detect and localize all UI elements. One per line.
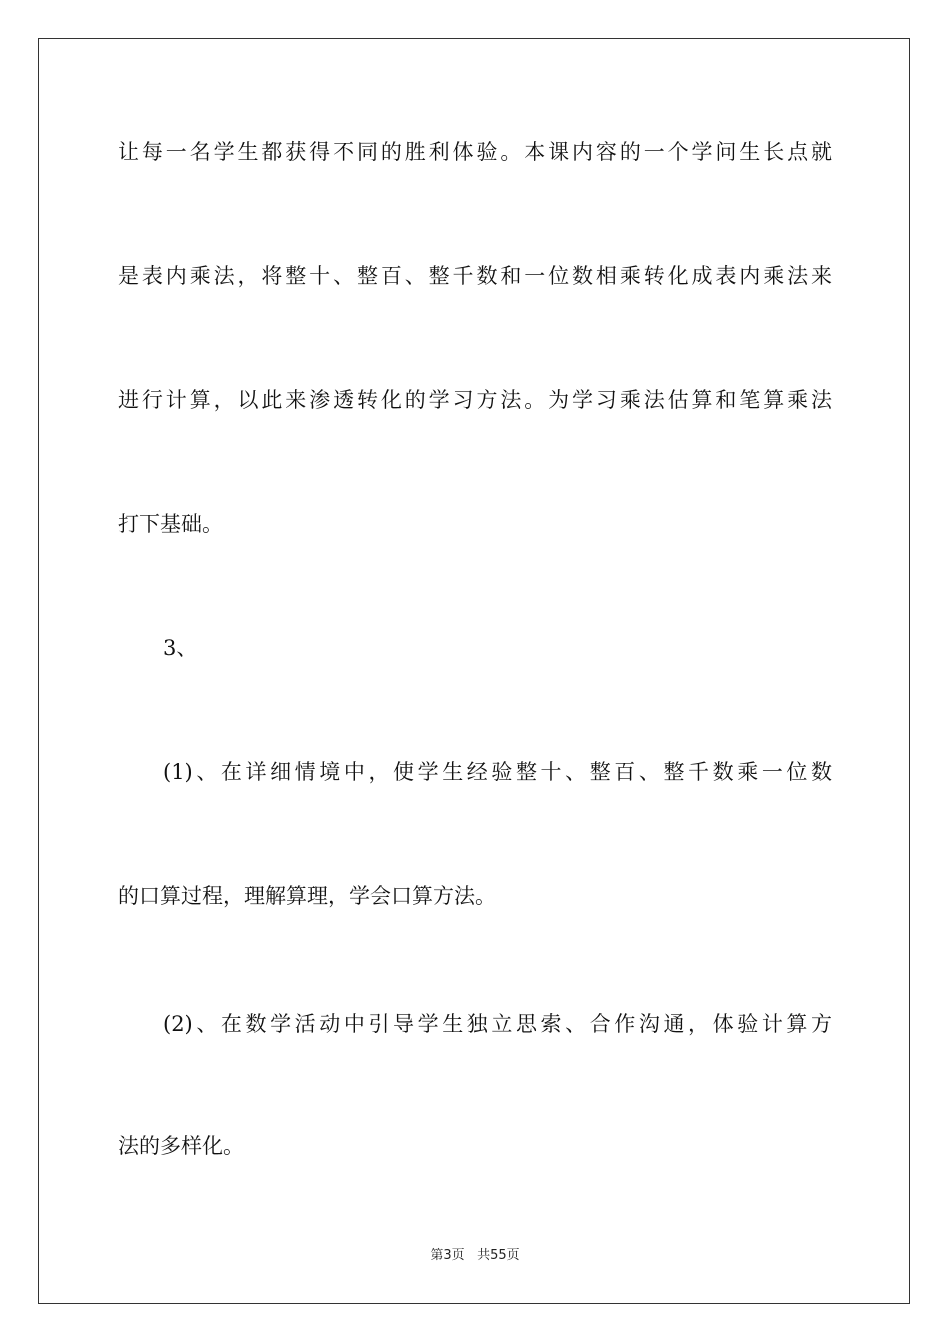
section-number: 3、 (163, 636, 198, 660)
page-total: 共55页 (477, 1248, 520, 1263)
page-number: 第3页 (430, 1248, 465, 1263)
text-line-1: 让每一名学生都获得不同的胜利体验。本课内容的一个学问生长点就 (118, 140, 832, 164)
text-line-7: 的口算过程，理解算理，学会口算方法。 (118, 884, 496, 908)
text-line-4: 打下基础。 (118, 512, 223, 536)
text-line-9: 法的多样化。 (118, 1134, 244, 1158)
text-line-2: 是表内乘法，将整十、整百、整千数和一位数相乘转化成表内乘法来 (118, 264, 832, 288)
text-line-3: 进行计算，以此来渗透转化的学习方法。为学习乘法估算和笔算乘法 (118, 388, 832, 412)
page-footer (0, 1247, 950, 1265)
page-frame (38, 38, 910, 1304)
text-line-8: (2)、在数学活动中引导学生独立思索、合作沟通，体验计算方 (163, 1012, 832, 1036)
text-line-6: (1)、在详细情境中，使学生经验整十、整百、整千数乘一位数 (163, 760, 832, 784)
